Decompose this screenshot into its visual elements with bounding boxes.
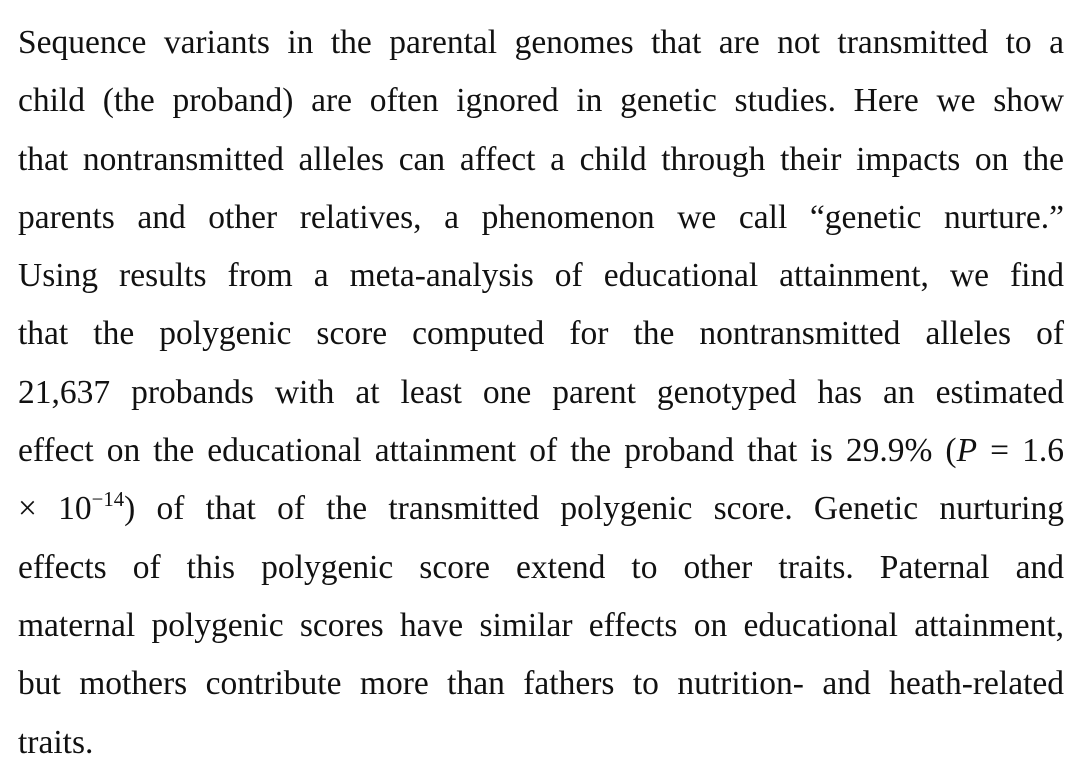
abstract-text <box>18 14 1064 772</box>
abstract-line-3: that nontransmitted alleles can affect a child through their impacts on the <box>18 140 1064 178</box>
abstract-line-4: parents and other relatives, a phenomenon we call “genetic nurture.” <box>18 198 1064 236</box>
abstract-line-10: effects of this polygenic score extend to other traits. Paternal and <box>18 548 1064 586</box>
abstract-line-11: maternal polygenic scores have similar effects on educational attainment, <box>18 606 1064 644</box>
abstract-line-9 <box>18 480 1064 538</box>
exponent: −14 <box>91 488 125 512</box>
abstract-line-1: Sequence variants in the parental genomes that are not transmitted to a <box>18 24 1064 61</box>
abstract-line-8 <box>18 422 1064 480</box>
line-9-text: ) of that of the transmitted polygenic score. Genetic nurturing <box>124 490 1064 528</box>
abstract-line-2: child (the proband) are often ignored in genetic studies. Here we show <box>18 82 1064 120</box>
abstract-line-13: traits. <box>18 723 94 761</box>
abstract-line-6: that the polygenic score computed for the nontransmitted alleles of <box>18 315 1064 353</box>
line-8-text: effect on the educational attainment of the proband that is 29.9% ( <box>18 432 957 470</box>
p-value-number: = 1.6 <box>977 432 1064 470</box>
p-value-symbol: P <box>956 432 978 470</box>
abstract-line-5: Using results from a meta-analysis of educational attainment, we find <box>18 257 1064 295</box>
abstract-line-7: 21,637 probands with at least one parent genotyped has an estimated <box>18 373 1064 411</box>
abstract-line-12: but mothers contribute more than fathers to nutrition- and heath-related <box>18 665 1064 703</box>
multiplier: × 10 <box>18 490 92 528</box>
